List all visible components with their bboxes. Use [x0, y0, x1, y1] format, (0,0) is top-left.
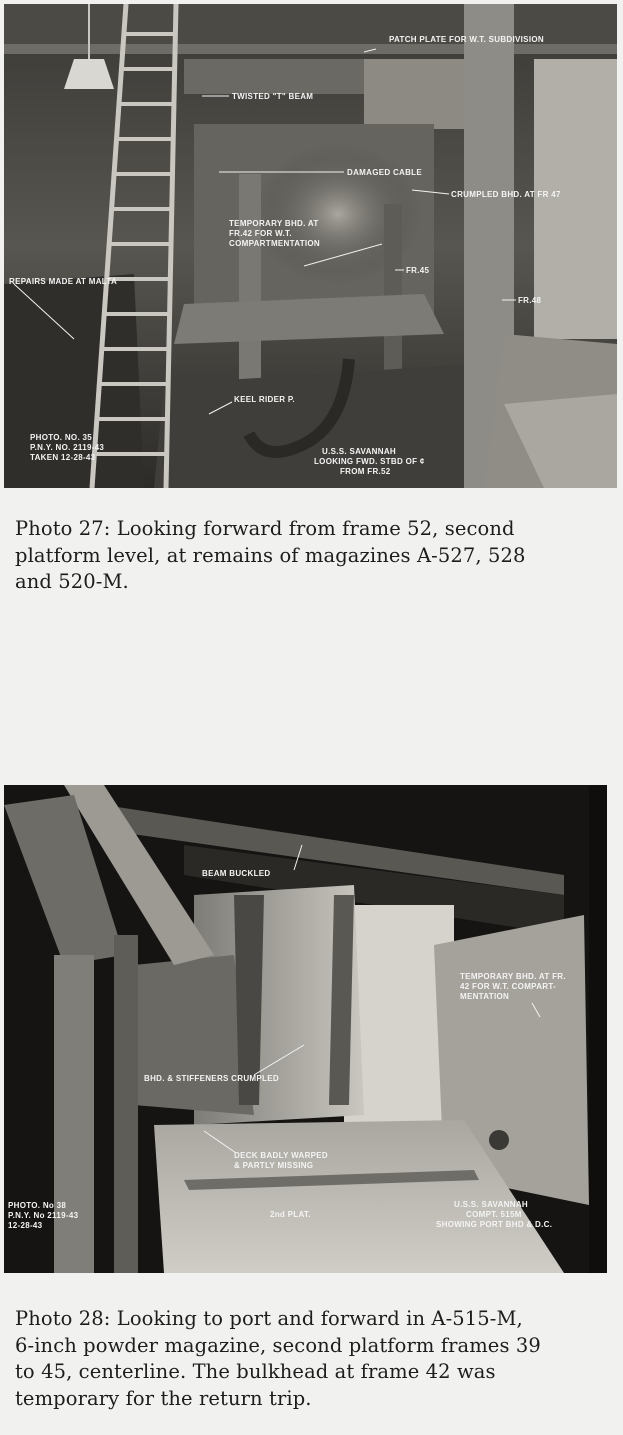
label-photo-no: PHOTO. NO. 35 — [30, 433, 92, 442]
label-keel-rider: KEEL RIDER P. — [234, 395, 295, 404]
label-ship-looking: LOOKING FWD. STBD OF ¢ — [314, 457, 425, 466]
label-pny-no: P.N.Y. No 2119-43 — [8, 1211, 79, 1220]
label-beam-buckled: BEAM BUCKLED — [202, 869, 271, 878]
label-compt: COMPT. 515M — [466, 1210, 522, 1219]
caption-line: and 520-M. — [15, 570, 129, 593]
caption-line: Photo 28: Looking to port and forward in A-515-M, — [15, 1307, 523, 1330]
label-temp-bhd-line-2: FR.42 FOR W.T. — [229, 229, 292, 238]
photo-28 — [4, 785, 607, 1273]
label-temp-bhd-line-3: MENTATION — [460, 992, 510, 1001]
label-second-plat: 2nd PLAT. — [270, 1210, 311, 1219]
photo-27 — [4, 4, 617, 488]
label-fr45: FR.45 — [406, 266, 430, 275]
label-temp-bhd-line-3: COMPARTMENTATION — [229, 239, 321, 248]
label-ship-name: U.S.S. SAVANNAH — [454, 1200, 528, 1209]
label-temp-bhd-line-1: TEMPORARY BHD. AT FR. — [460, 972, 566, 981]
label-photo-no: PHOTO. No 38 — [8, 1201, 67, 1210]
photo-27-image — [4, 4, 617, 488]
caption-line: temporary for the return trip. — [15, 1386, 312, 1410]
label-deck-warped-2: & PARTLY MISSING — [234, 1161, 314, 1170]
caption-line: Photo 27: Looking forward from frame 52, second — [15, 517, 515, 540]
label-temp-bhd-line-1: TEMPORARY BHD. AT — [229, 219, 319, 228]
label-deck-warped-1: DECK BADLY WARPED — [234, 1151, 329, 1160]
label-temp-bhd-line-2: 42 FOR W.T. COMPART- — [460, 982, 557, 991]
label-date: 12-28-43 — [8, 1221, 43, 1230]
caption-line: to 45, centerline. The bulkhead at frame 42 was — [15, 1360, 496, 1383]
label-pny-no: P.N.Y. NO. 2119-43 — [30, 443, 105, 452]
label-fr48: FR.48 — [518, 296, 542, 305]
photo-27-caption — [15, 516, 610, 596]
label-damaged-cable: DAMAGED CABLE — [347, 168, 423, 177]
caption-line: 6-inch powder magazine, second platform frames 39 — [15, 1333, 541, 1357]
photo-28-caption — [15, 1306, 610, 1412]
label-twisted-beam: TWISTED "T" BEAM — [232, 92, 314, 101]
label-patch-plate: PATCH PLATE FOR W.T. SUBDIVISION — [389, 35, 544, 44]
label-bhd-stiffeners: BHD. & STIFFENERS CRUMPLED — [144, 1074, 279, 1083]
photo-28-image — [4, 785, 607, 1273]
label-showing: SHOWING PORT BHD & D.C. — [436, 1220, 553, 1229]
label-crumpled-bhd: CRUMPLED BHD. AT FR 47 — [451, 190, 561, 199]
label-taken-date: TAKEN 12-28-43 — [30, 453, 96, 462]
label-ship-from: FROM FR.52 — [340, 467, 391, 476]
label-ship-name: U.S.S. SAVANNAH — [322, 447, 396, 456]
label-repairs-malta: REPAIRS MADE AT MALTA — [9, 277, 118, 286]
caption-line: platform level, at remains of magazines A-527, 528 — [15, 543, 526, 567]
